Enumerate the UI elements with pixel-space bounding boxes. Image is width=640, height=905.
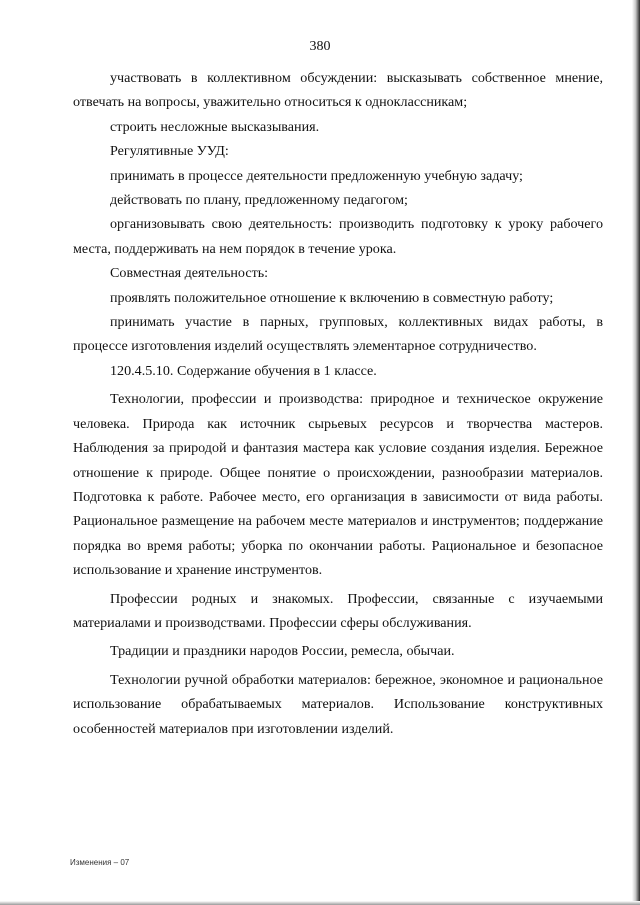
paragraph-professions: Профессии родных и знакомых. Профессии, связанные с изучаемыми материалами и производствами. Профессии сферы обслуживания. [73,590,603,631]
footer-revision-note: Изменения – 07 [70,858,130,867]
paragraph-communicative-discussion: участвовать в коллективном обсуждении: высказывать собственное мнение, отвечать на вопросы, уважительно относиться к одноклассникам; [73,70,603,111]
paragraph-act-by-plan: действовать по плану, предложенному педагогом; [110,192,408,209]
paragraph-organize-activity: организовывать свою деятельность: производить подготовку к уроку рабочего места, поддерживать на нем порядок в течение урока. [73,216,603,257]
heading-regulatory-uud: Регулятивные УУД: [110,143,229,160]
paragraph-technologies-professions: Технологии, профессии и производства: природное и техническое окружение человека. Природа как источник сырьевых ресурсов и творчества мастеров. Наблюдения за природой и фантазия мастера как условие создания изделия. Бережное отношение к природе. Общее понятие о происхождении, разнообразии материалов. Подготовка к работе. Рабочее место, его организация в зависимости от вида работы. Рациональное размещение на рабочем месте материалов и инструментов; поддержание порядка во время работы; уборка по окончании работы. Рациональное и безопасное использование и хранение инструментов. [73,391,603,579]
paragraph-simple-statements: строить несложные высказывания. [110,118,320,135]
paragraph-accept-task: принимать в процессе деятельности предложенную учебную задачу; [110,167,523,184]
section-heading-grade-1-content: 120.4.5.10. Содержание обучения в 1 классе. [110,362,377,379]
scan-edge-shadow [632,0,640,905]
paragraph-traditions: Традиции и праздники народов России, ремесла, обычаи. [110,643,455,660]
scan-bottom-edge [0,901,640,905]
paragraph-positive-attitude: проявлять положительное отношение к включению в совместную работу; [110,289,554,306]
page-number: 380 [309,39,331,54]
paragraph-manual-processing: Технологии ручной обработки материалов: бережное, экономное и рациональное использование обрабатываемых материалов. Использование конструктивных особенностей материалов при изготовлении изделий. [73,671,603,737]
heading-joint-activity: Совместная деятельность: [110,265,269,282]
paragraph-participation: принимать участие в парных, групповых, коллективных видах работы, в процессе изготовления изделий осуществлять элементарное сотрудничество. [73,314,603,355]
document-body [73,66,603,741]
